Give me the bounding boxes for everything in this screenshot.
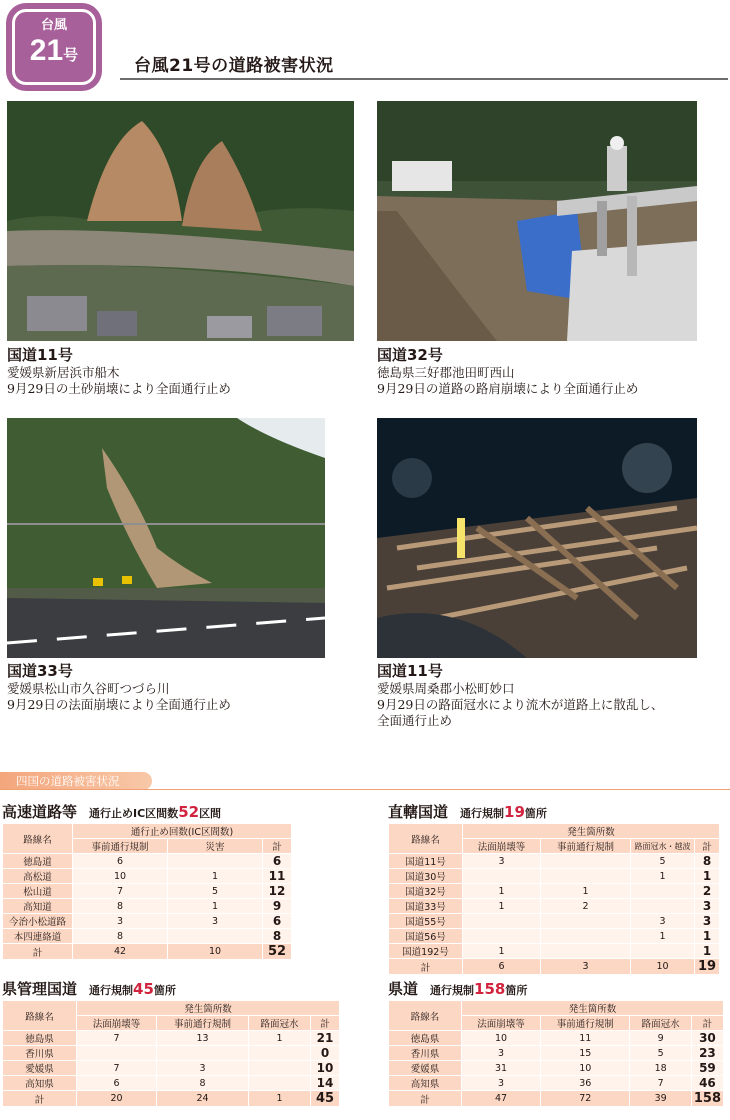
cell — [631, 944, 695, 959]
caption-place: 愛媛県周桑郡小松町妙口 — [377, 681, 515, 696]
cell-total: 3 — [695, 899, 720, 914]
col-header: 事前通行規制 — [541, 1016, 630, 1031]
cell: 24 — [157, 1091, 249, 1107]
cell: 3 — [631, 914, 695, 929]
expressway-heading — [2, 801, 221, 822]
row-name: 本四連絡道 — [3, 929, 73, 944]
expressway-title: 高速道路等 — [2, 803, 78, 821]
cell-total: 1 — [695, 929, 720, 944]
photo-slope-collapse — [7, 418, 325, 658]
cell — [541, 944, 631, 959]
row-name: 国道33号 — [389, 899, 463, 914]
pref-road-heading — [388, 978, 527, 999]
cell — [463, 929, 541, 944]
row-name: 徳島県 — [389, 1031, 462, 1046]
cell: 2 — [541, 899, 631, 914]
col-header: 路面冠水・越波 — [631, 839, 695, 854]
cell-total: 0 — [311, 1046, 340, 1061]
table-row — [3, 869, 292, 884]
cell: 7 — [630, 1076, 692, 1091]
cell: 72 — [541, 1091, 630, 1107]
table-row — [389, 1031, 724, 1046]
cell: 20 — [77, 1091, 157, 1107]
caption-road: 国道33号 — [7, 662, 73, 680]
row-name: 徳島道 — [3, 854, 73, 869]
cell — [157, 1046, 249, 1061]
sum-label: 計 — [389, 959, 463, 975]
direct-table — [388, 823, 720, 975]
cell: 7 — [73, 884, 168, 899]
cell-total: 30 — [691, 1031, 723, 1046]
row-name: 国道56号 — [389, 929, 463, 944]
caption-desc-cont: 全面通行止め — [377, 713, 453, 728]
cell: 36 — [541, 1076, 630, 1091]
table-row — [389, 1046, 724, 1061]
cell-total: 14 — [311, 1076, 340, 1091]
col-header: 事前通行規制 — [73, 839, 168, 854]
row-name: 高知県 — [389, 1076, 462, 1091]
row-name: 国道32号 — [389, 884, 463, 899]
table-row — [389, 929, 720, 944]
cell — [631, 884, 695, 899]
cell-total: 23 — [691, 1046, 723, 1061]
pref-national-sub-suffix: 箇所 — [153, 984, 176, 997]
landslide-aerial-image — [7, 101, 354, 341]
caption-desc: 9月29日の路面冠水により流木が道路上に散乱し、 — [377, 697, 664, 712]
col-header: 計 — [695, 839, 720, 854]
table-row — [389, 1061, 724, 1076]
title-divider — [120, 78, 728, 80]
cell-total: 52 — [263, 944, 292, 960]
sum-label: 計 — [389, 1091, 462, 1107]
row-name: 国道11号 — [389, 854, 463, 869]
cell-total: 2 — [695, 884, 720, 899]
caption-desc: 9月29日の土砂崩壊により全面通行止め — [7, 381, 231, 396]
cell-total: 19 — [695, 959, 720, 975]
row-name: 高知道 — [3, 899, 73, 914]
section-band-rule — [0, 789, 730, 790]
cell: 7 — [77, 1031, 157, 1046]
cell: 1 — [463, 884, 541, 899]
pref-road-table — [388, 1000, 724, 1107]
cell: 5 — [168, 884, 263, 899]
table-row — [3, 914, 292, 929]
cell-total: 158 — [691, 1091, 723, 1107]
table-sum-row — [3, 1091, 340, 1107]
direct-sub-suffix: 箇所 — [524, 807, 547, 820]
pref-national-title: 県管理国道 — [2, 980, 78, 998]
cell — [541, 854, 631, 869]
photo-caption-4 — [377, 662, 663, 729]
row-name: 国道55号 — [389, 914, 463, 929]
col-header: 計 — [263, 839, 292, 854]
cell: 1 — [168, 899, 263, 914]
cell: 11 — [541, 1031, 630, 1046]
table-row — [389, 899, 720, 914]
table-row — [389, 1076, 724, 1091]
photo-driftwood-night — [377, 418, 697, 658]
cell: 10 — [631, 959, 695, 975]
expressway-sub-prefix: 通行止めIC区間数 — [89, 807, 179, 820]
cell: 1 — [541, 884, 631, 899]
driftwood-night-image — [377, 418, 697, 658]
caption-desc: 9月29日の道路の路肩崩壊により全面通行止め — [377, 381, 639, 396]
cell: 1 — [463, 944, 541, 959]
cell — [77, 1046, 157, 1061]
row-name: 国道30号 — [389, 869, 463, 884]
cell: 1 — [249, 1031, 311, 1046]
col-route-name: 路線名 — [389, 1001, 462, 1031]
typhoon-badge-frame — [12, 9, 96, 85]
cell: 5 — [631, 854, 695, 869]
col-group-header: 発生箇所数 — [463, 824, 720, 839]
row-name: 愛媛県 — [3, 1061, 77, 1076]
col-header: 事前通行規制 — [541, 839, 631, 854]
col-route-name: 路線名 — [3, 1001, 77, 1031]
col-header: 法面崩壊等 — [461, 1016, 540, 1031]
cell-total: 8 — [263, 929, 292, 944]
row-name: 高松道 — [3, 869, 73, 884]
cell — [541, 929, 631, 944]
cell: 10 — [461, 1031, 540, 1046]
cell: 8 — [157, 1076, 249, 1091]
caption-place: 愛媛県新居浜市船木 — [7, 365, 120, 380]
cell: 10 — [73, 869, 168, 884]
col-header: 法面崩壊等 — [77, 1016, 157, 1031]
cell — [541, 914, 631, 929]
pref-road-sub-prefix: 通行規制 — [430, 984, 475, 997]
cell: 3 — [541, 959, 631, 975]
col-header: 法面崩壊等 — [463, 839, 541, 854]
cell: 31 — [461, 1061, 540, 1076]
cell-total: 8 — [695, 854, 720, 869]
expressway-table — [2, 823, 292, 960]
table-row — [3, 899, 292, 914]
badge-label: 台風 — [40, 18, 67, 33]
cell — [249, 1076, 311, 1091]
row-name: 国道192号 — [389, 944, 463, 959]
row-name: 香川県 — [389, 1046, 462, 1061]
col-header: 災害 — [168, 839, 263, 854]
expressway-sub-number: 52 — [178, 803, 200, 821]
table-header-row — [389, 824, 720, 839]
table-sum-row — [389, 1091, 724, 1107]
caption-road: 国道32号 — [377, 346, 443, 364]
col-route-name: 路線名 — [3, 824, 73, 854]
row-name: 松山道 — [3, 884, 73, 899]
cell — [463, 869, 541, 884]
cell: 8 — [73, 929, 168, 944]
cell: 3 — [461, 1076, 540, 1091]
table-row — [389, 944, 720, 959]
table-row — [3, 1076, 340, 1091]
pref-national-table — [2, 1000, 340, 1107]
cell: 1 — [631, 869, 695, 884]
cell-total: 10 — [311, 1061, 340, 1076]
cell: 6 — [77, 1076, 157, 1091]
cell: 3 — [463, 854, 541, 869]
shoulder-collapse-image — [377, 101, 697, 341]
cell — [631, 899, 695, 914]
photo-caption-1 — [7, 346, 231, 397]
section-band: 四国の道路被害状況 — [0, 772, 152, 790]
table-row — [3, 1046, 340, 1061]
cell — [249, 1061, 311, 1076]
row-name: 今治小松道路 — [3, 914, 73, 929]
cell: 5 — [630, 1046, 692, 1061]
table-sum-row — [389, 959, 720, 975]
cell: 10 — [168, 944, 263, 960]
cell: 6 — [73, 854, 168, 869]
direct-title: 直轄国道 — [388, 803, 449, 821]
col-group-header: 発生箇所数 — [461, 1001, 723, 1016]
table-row — [3, 854, 292, 869]
caption-road: 国道11号 — [7, 346, 73, 364]
direct-heading — [388, 801, 547, 822]
cell: 47 — [461, 1091, 540, 1107]
cell-total: 12 — [263, 884, 292, 899]
cell: 3 — [157, 1061, 249, 1076]
cell: 1 — [168, 869, 263, 884]
photo-shoulder-collapse — [377, 101, 697, 341]
cell — [541, 869, 631, 884]
pref-national-sub-number: 45 — [133, 980, 154, 998]
expressway-sub-suffix: 区間 — [199, 807, 222, 820]
table-header-row — [389, 1001, 724, 1016]
table-row — [3, 1061, 340, 1076]
table-header-row — [3, 824, 292, 839]
caption-place: 徳島県三好郡池田町西山 — [377, 365, 515, 380]
row-name: 愛媛県 — [389, 1061, 462, 1076]
table-row — [389, 854, 720, 869]
badge-number: 21 — [29, 34, 64, 67]
pref-national-sub-prefix: 通行規制 — [89, 984, 134, 997]
cell-total: 21 — [311, 1031, 340, 1046]
pref-road-sub-suffix: 箇所 — [505, 984, 528, 997]
cell: 15 — [541, 1046, 630, 1061]
table-row — [3, 929, 292, 944]
sum-label: 計 — [3, 1091, 77, 1107]
cell-total: 1 — [695, 869, 720, 884]
cell-total: 3 — [695, 914, 720, 929]
col-group-header: 通行止め回数(IC区間数) — [73, 824, 292, 839]
table-row — [3, 1031, 340, 1046]
row-name: 徳島県 — [3, 1031, 77, 1046]
cell: 39 — [630, 1091, 692, 1107]
cell: 42 — [73, 944, 168, 960]
typhoon-badge — [6, 3, 102, 91]
caption-place: 愛媛県松山市久谷町つづら川 — [7, 681, 170, 696]
photo-caption-3 — [7, 662, 231, 713]
cell: 8 — [73, 899, 168, 914]
cell: 9 — [630, 1031, 692, 1046]
caption-road: 国道11号 — [377, 662, 443, 680]
col-header: 事前通行規制 — [157, 1016, 249, 1031]
cell — [463, 914, 541, 929]
cell: 18 — [630, 1061, 692, 1076]
table-sum-row — [3, 944, 292, 960]
cell — [168, 929, 263, 944]
cell-total: 59 — [691, 1061, 723, 1076]
table-header-row — [3, 1001, 340, 1016]
col-header: 路面冠水 — [249, 1016, 311, 1031]
cell-total: 9 — [263, 899, 292, 914]
cell: 1 — [249, 1091, 311, 1107]
col-header: 計 — [311, 1016, 340, 1031]
cell-total: 6 — [263, 854, 292, 869]
cell: 1 — [463, 899, 541, 914]
table-row — [389, 869, 720, 884]
table-row — [389, 884, 720, 899]
cell-total: 6 — [263, 914, 292, 929]
pref-national-heading — [2, 978, 176, 999]
cell: 3 — [168, 914, 263, 929]
cell: 10 — [541, 1061, 630, 1076]
direct-sub-number: 19 — [504, 803, 525, 821]
direct-sub-prefix: 通行規制 — [460, 807, 505, 820]
col-header: 路面冠水 — [630, 1016, 692, 1031]
badge-suffix: 号 — [63, 47, 79, 64]
cell: 3 — [461, 1046, 540, 1061]
page-title: 台風21号の道路被害状況 — [134, 56, 334, 76]
cell-total: 1 — [695, 944, 720, 959]
cell-total: 46 — [691, 1076, 723, 1091]
col-group-header: 発生箇所数 — [77, 1001, 340, 1016]
pref-road-sub-number: 158 — [474, 980, 506, 998]
row-name: 香川県 — [3, 1046, 77, 1061]
caption-desc: 9月29日の法面崩壊により全面通行止め — [7, 697, 231, 712]
cell: 7 — [77, 1061, 157, 1076]
slope-collapse-image — [7, 418, 325, 658]
row-name: 高知県 — [3, 1076, 77, 1091]
photo-landslide-aerial — [7, 101, 354, 341]
cell: 1 — [631, 929, 695, 944]
photo-caption-2 — [377, 346, 638, 397]
table-row — [389, 914, 720, 929]
badge-number-line — [15, 34, 93, 73]
sum-label: 計 — [3, 944, 73, 960]
table-row — [3, 884, 292, 899]
col-route-name: 路線名 — [389, 824, 463, 854]
cell — [168, 854, 263, 869]
col-header: 計 — [691, 1016, 723, 1031]
cell: 13 — [157, 1031, 249, 1046]
cell-total: 45 — [311, 1091, 340, 1107]
cell: 3 — [73, 914, 168, 929]
cell-total: 11 — [263, 869, 292, 884]
pref-road-title: 県道 — [388, 980, 419, 998]
cell — [249, 1046, 311, 1061]
cell: 6 — [463, 959, 541, 975]
